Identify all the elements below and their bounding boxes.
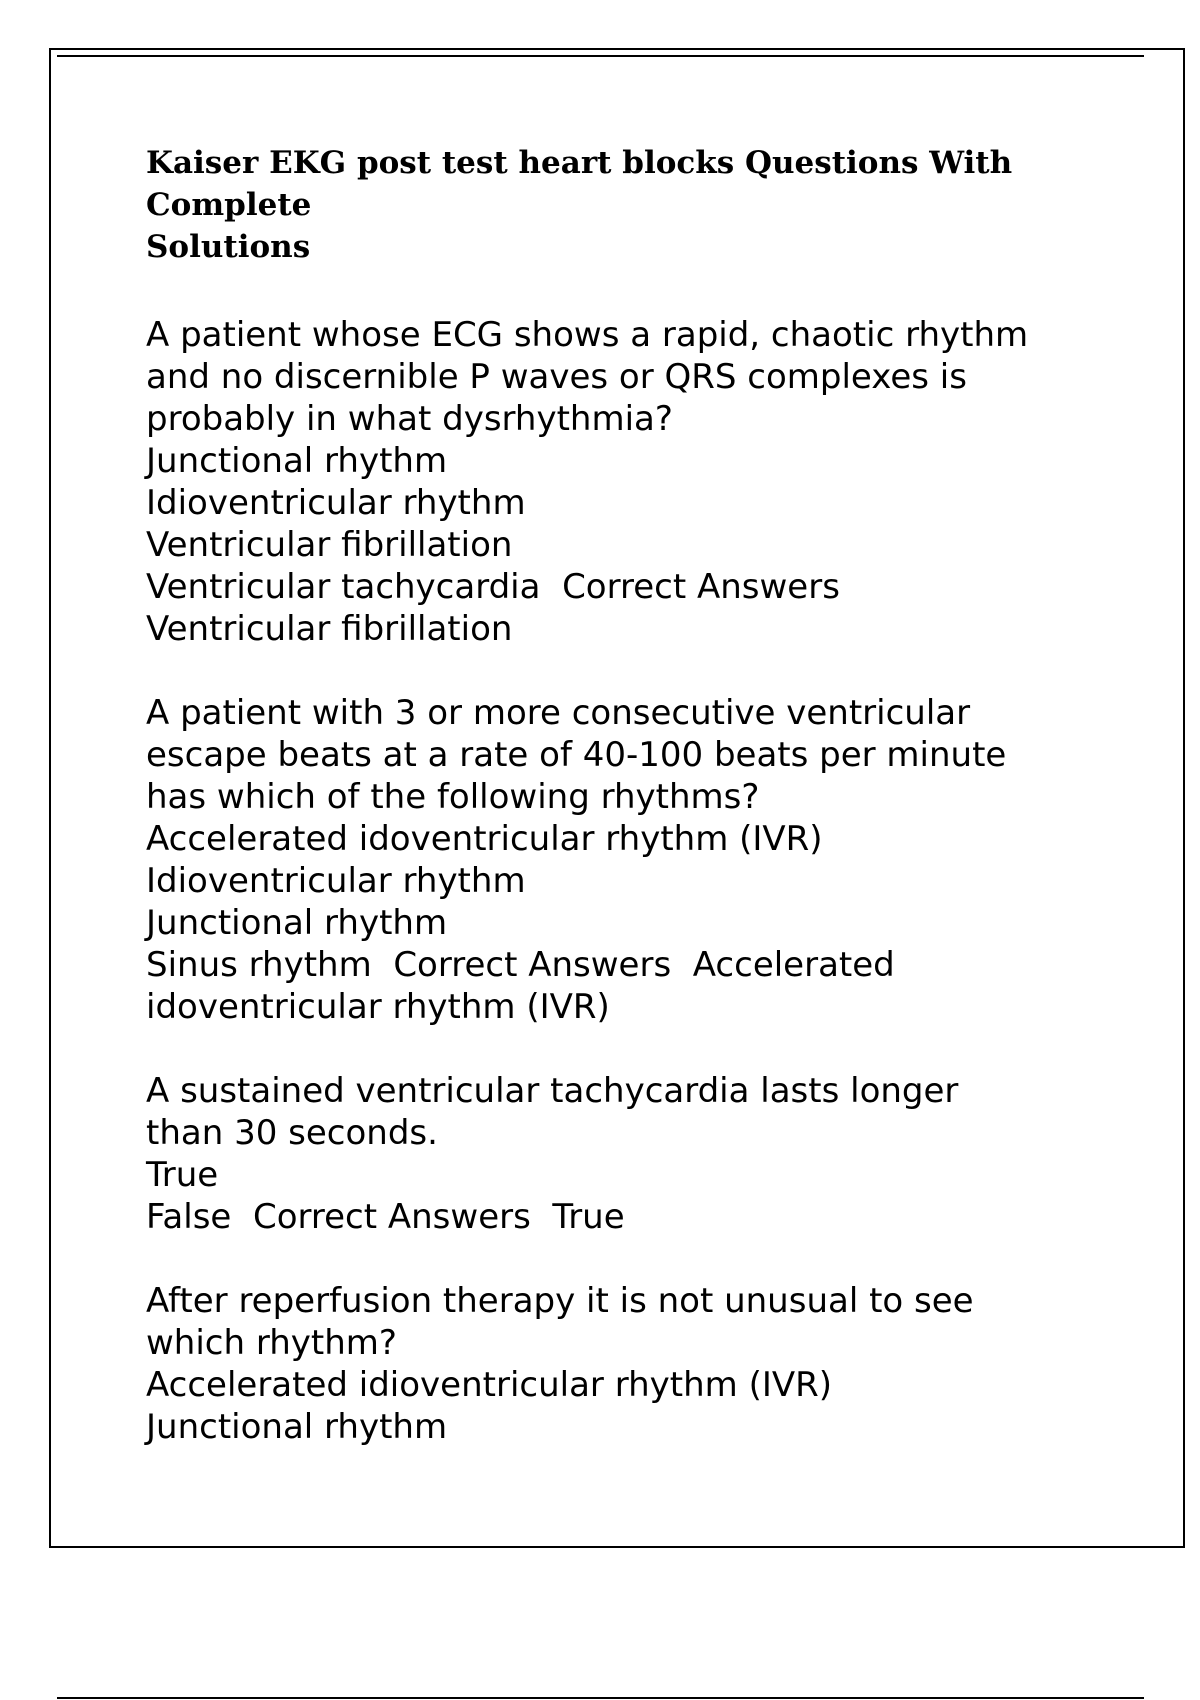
question-2-answer: idoventricular rhythm (IVR) — [146, 987, 610, 1027]
question-2-option-1: Accelerated idoventricular rhythm (IVR) — [146, 819, 823, 859]
question-4-option-2: Junctional rhythm — [146, 1407, 448, 1447]
question-2-option-3: Junctional rhythm — [146, 903, 448, 943]
top-rule — [57, 55, 1144, 57]
document-body — [146, 142, 1106, 1490]
question-block-4 — [146, 1280, 1106, 1448]
question-2-option-2: Idioventricular rhythm — [146, 861, 526, 901]
question-block-3 — [146, 1070, 1106, 1238]
question-1-option-3: Ventricular fibrillation — [146, 525, 513, 565]
document-title — [146, 142, 1106, 268]
question-1-option-1: Junctional rhythm — [146, 441, 448, 481]
question-2-option-4-with-answer: Sinus rhythm Correct Answers Accelerated — [146, 945, 895, 985]
question-1-answer: Ventricular fibrillation — [146, 609, 513, 649]
question-1-option-2: Idioventricular rhythm — [146, 483, 526, 523]
question-2-line-1: A patient with 3 or more consecutive ventricular — [146, 693, 971, 733]
question-3-option-2-with-answer: False Correct Answers True — [146, 1197, 625, 1237]
title-line-1: Kaiser EKG post test heart blocks Questions With Complete — [146, 145, 1013, 223]
question-1-option-4-with-answer: Ventricular tachycardia Correct Answers — [146, 567, 840, 607]
question-2-line-3: has which of the following rhythms? — [146, 777, 760, 817]
bottom-rule — [57, 1697, 1144, 1699]
question-1-line-2: and no discernible P waves or QRS complexes is — [146, 357, 967, 397]
question-4-line-1: After reperfusion therapy it is not unusual to see — [146, 1281, 974, 1321]
question-block-1 — [146, 314, 1106, 650]
question-2-line-2: escape beats at a rate of 40-100 beats per minute — [146, 735, 1007, 775]
question-3-line-2: than 30 seconds. — [146, 1113, 438, 1153]
question-1-line-1: A patient whose ECG shows a rapid, chaotic rhythm — [146, 315, 1029, 355]
question-3-option-1: True — [146, 1155, 219, 1195]
question-3-line-1: A sustained ventricular tachycardia lasts longer — [146, 1071, 959, 1111]
question-4-line-2: which rhythm? — [146, 1323, 397, 1363]
question-1-line-3: probably in what dysrhythmia? — [146, 399, 673, 439]
title-line-2: Solutions — [146, 229, 311, 265]
question-4-option-1: Accelerated idioventricular rhythm (IVR) — [146, 1365, 833, 1405]
question-block-2 — [146, 692, 1106, 1028]
